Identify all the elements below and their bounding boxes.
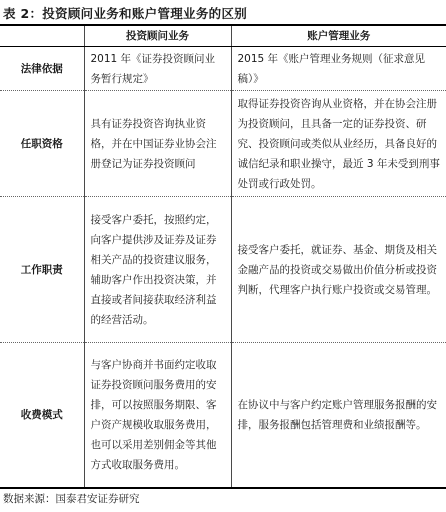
cell-advisory-legal-basis: 2011 年《证券投资顾问业务暂行规定》 xyxy=(84,47,231,91)
row-label-legal-basis: 法律依据 xyxy=(0,47,84,91)
header-investment-advisory: 投资顾问业务 xyxy=(84,25,231,47)
row-label-duties: 工作职责 xyxy=(0,197,84,343)
header-account-management: 账户管理业务 xyxy=(231,25,446,47)
cell-account-duties: 接受客户委托，就证券、基金、期货及相关金融产品的投资或交易做出价值分析或投资判断，代理客户执行账户投资或交易管理。 xyxy=(231,197,446,343)
cell-account-legal-basis: 2015 年《账户管理业务规则（征求意见稿）》 xyxy=(231,47,446,91)
table-row-legal-basis xyxy=(0,47,446,91)
cell-advisory-duties: 接受客户委托，按照约定，向客户提供涉及证券及证券相关产品的投资建议服务，辅助客户作出投资决策，并直接或者间接获取经济利益的经营活动。 xyxy=(84,197,231,343)
comparison-table xyxy=(0,24,446,489)
table-header-row xyxy=(0,25,446,47)
table-title: 表 2：投资顾问业务和账户管理业务的区别 xyxy=(3,6,248,21)
cell-account-fees: 在协议中与客户约定账户管理服务报酬的安排，服务报酬包括管理费和业绩报酬等。 xyxy=(231,343,446,488)
cell-account-qualification: 取得证券投资咨询从业资格，并在协会注册为投资顾问，且具备一定的证券投资、研究、投资顾问或类似从业经历，具备良好的诚信纪录和职业操守，最近 3 年未受到刑事处罚或行政处罚。 xyxy=(231,91,446,197)
data-source-note: 数据来源：国泰君安证券研究 xyxy=(3,493,140,505)
row-label-qualification: 任职资格 xyxy=(0,91,84,197)
row-label-fees: 收费模式 xyxy=(0,343,84,488)
table-row-qualification xyxy=(0,91,446,197)
table-row-fees xyxy=(0,343,446,488)
header-empty-cell xyxy=(0,25,84,47)
cell-advisory-qualification: 具有证券投资咨询执业资格，并在中国证券业协会注册登记为证券投资顾问 xyxy=(84,91,231,197)
cell-advisory-fees: 与客户协商并书面约定收取证券投资顾问服务费用的安排，可以按照服务期限、客户资产规模收取服务费用，也可以采用差别佣金等其他方式收取服务费用。 xyxy=(84,343,231,488)
table-row-duties xyxy=(0,197,446,343)
